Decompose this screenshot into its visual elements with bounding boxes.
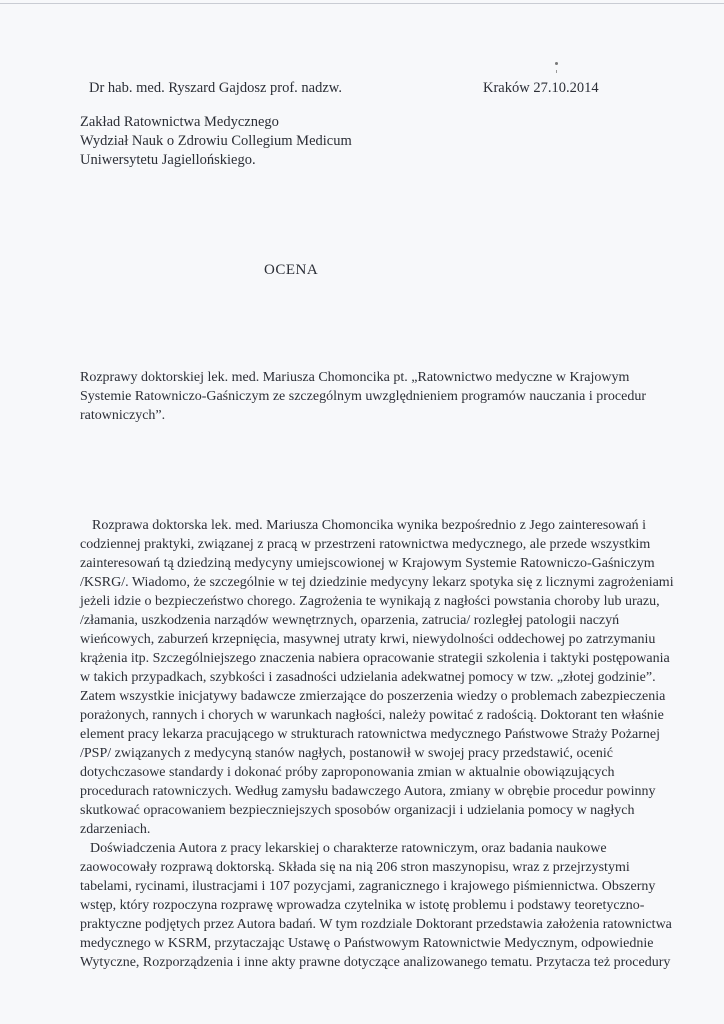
body-line: Rozprawa doktorska lek. med. Mariusza Chomoncika wynika bezpośrednio z Jego zainteresowań i	[92, 518, 646, 533]
subject-line: ratowniczych”.	[80, 408, 166, 423]
affiliation-line: Uniwersytetu Jagiellońskiego.	[80, 152, 256, 168]
document-title: OCENA	[264, 262, 319, 278]
body-line: zaowocowały rozprawą doktorską. Składa się na nią 206 stron maszynopisu, wraz z przejrzystymi	[80, 860, 630, 875]
body-line: /KSRG/. Wiadomo, że szczególnie w tej dziedzinie medycyny lekarz spotyka się z licznymi zagrożeniami	[80, 575, 674, 590]
body-line: krążenia itp. Szczególniejszego znaczenia nabiera opracowanie strategii szkolenia i taktyki postępowania	[80, 651, 670, 666]
scan-speck	[555, 62, 558, 65]
body-line: skutkować opracowaniem bezpieczniejszych sposobów organizacji i udzielania pomocy w nagłych	[80, 803, 635, 818]
scan-speck	[556, 70, 557, 73]
body-line: w takich przypadkach, szybkości i zasadności udzielania adekwatnej pomocy w tzw. „złotej godzinie”.	[80, 670, 656, 685]
body-line: porażonych, rannych i chorych w warunkach nagłości, należy powitać z radością. Doktorant ten właśnie	[80, 708, 664, 723]
page-edge-line	[0, 3, 724, 4]
body-line: praktyczne podjętych przez Autora badań. W tym rozdziale Doktorant przedstawia założenia ratownictwa	[80, 917, 672, 932]
body-line: zdarzeniach.	[80, 822, 151, 837]
subject-paragraph	[80, 368, 690, 425]
body-line: medycznego w KSRM, przytaczając Ustawę o Państwowym Ratownictwie Medycznym, odpowiednie	[80, 936, 654, 951]
body-line: /PSP/ związanych z medycyną stanów nagłych, postanowił w swojej pracy przedstawić, ocenić	[80, 746, 614, 761]
body-line: codziennej praktyki, związanej z pracą w przestrzeni ratownictwa medycznego, ale przede wszystkim	[80, 537, 651, 552]
body-line: Doświadczenia Autora z pracy lekarskiej o charakterze ratowniczym, oraz badania naukowe	[90, 841, 607, 856]
body-line: wstęp, który rozpoczyna rozprawę wprowadza czytelnika w istotę problemu i podstawy teoretyczno-	[80, 898, 645, 913]
body-line: /złamania, uszkodzenia narządów wewnętrznych, oparzenia, zatrucia/ rozległej patologii naczyń	[80, 613, 620, 628]
body-line: dotychczasowe standardy i dokonać próby zaproponowania zmian w aktualnie obowiązujących	[80, 765, 615, 780]
body-line: wieńcowych, zaburzeń krzepnięcia, masywnej utraty krwi, niewydolności oddechowej po zatrzymaniu	[80, 632, 656, 647]
affiliation-line: Zakład Ratownictwa Medycznego	[80, 114, 279, 130]
body-line: Wytyczne, Rozporządzenia i inne akty prawne dotyczące analizowanego tematu. Przytacza też procedury	[80, 955, 671, 970]
affiliation-block	[80, 113, 352, 170]
body-line: zainteresowań tą dziedziną medycyny umiejscowionej w Krajowym Systemie Ratowniczo-Gaśniczym	[80, 556, 655, 571]
body-line: Zatem wszystkie inicjatywy badawcze zmierzające do poszerzenia wiedzy o problemach zabezpieczenia	[80, 689, 666, 704]
subject-line: Rozprawy doktorskiej lek. med. Mariusza Chomoncika pt. „Ratownictwo medyczne w Krajowym	[80, 370, 630, 385]
body-line: jeżeli idzie o bezpieczeństwo chorego. Zagrożenia te wynikają z nagłości powstania choroby lub urazu,	[80, 594, 660, 609]
body-text	[80, 516, 710, 972]
document-date: Kraków 27.10.2014	[483, 80, 599, 96]
body-line: element pracy lekarza pracującego w strukturach ratownictwa medycznego Państwowe Straży Pożarnej	[80, 727, 660, 742]
affiliation-line: Wydział Nauk o Zdrowiu Collegium Medicum	[80, 133, 352, 149]
subject-line: Systemie Ratowniczo-Gaśniczym ze szczególnym uwzględnieniem programów nauczania i procedur	[80, 389, 647, 404]
body-line: procedurach ratowniczych. Według zamysłu badawczego Autora, zmiany w obrębie procedur powinny	[80, 784, 656, 799]
body-line: tabelami, rycinami, ilustracjami i 107 pozycjami, zagranicznego i krajowego piśmiennictwa. Obszerny	[80, 879, 656, 894]
author-name: Dr hab. med. Ryszard Gajdosz prof. nadzw.	[89, 80, 342, 96]
